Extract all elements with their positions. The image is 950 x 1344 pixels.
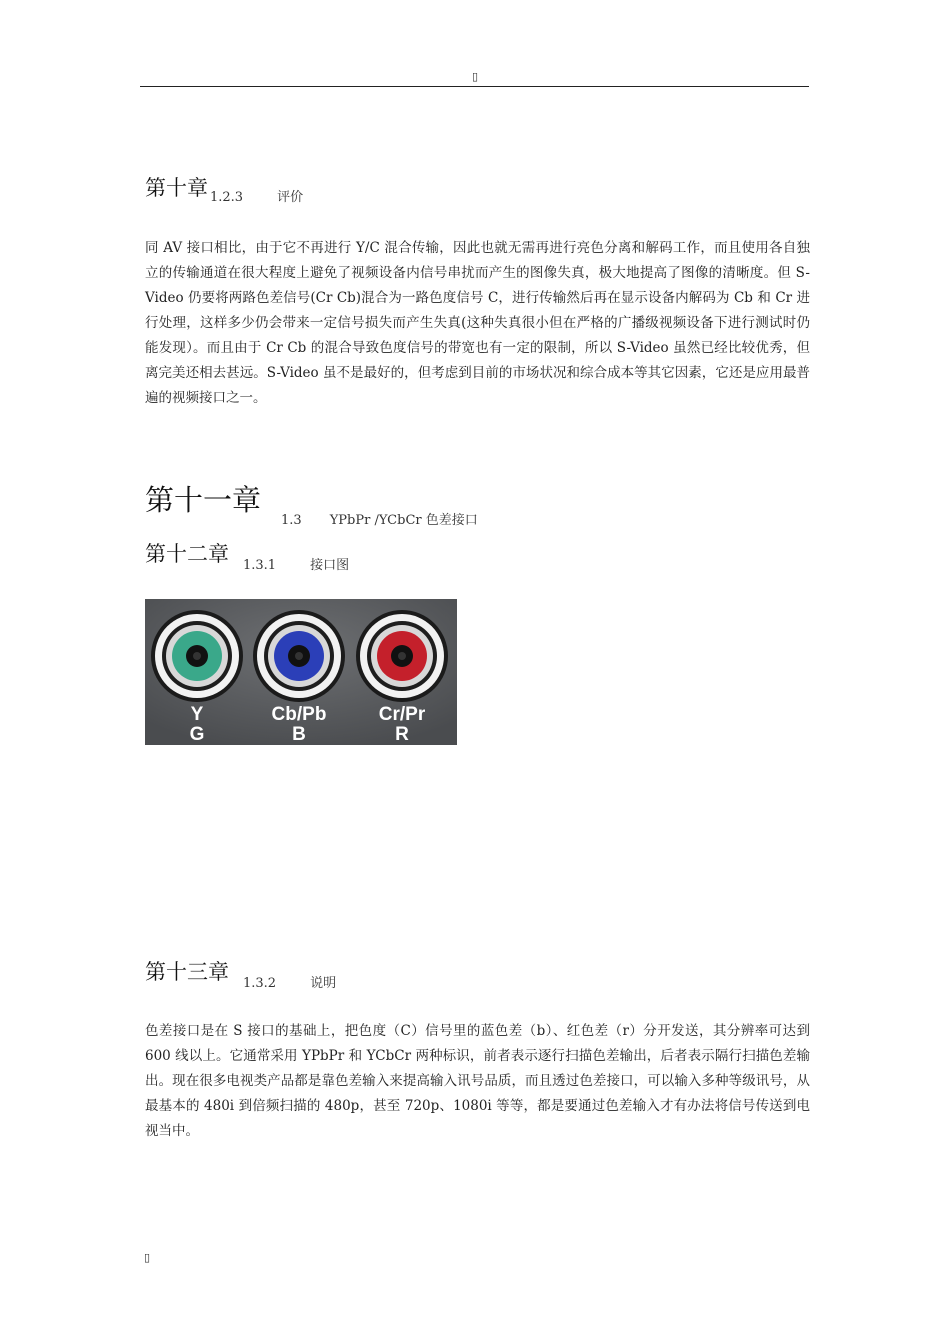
section-number: 1.3.1 — [243, 558, 277, 573]
connector-label-bottom: R — [395, 724, 409, 745]
section-title: 说明 — [310, 976, 337, 991]
connector-y — [151, 610, 243, 702]
header-mark: ▯ — [471, 70, 479, 83]
section-number: 1.3 — [281, 513, 302, 528]
chapter-label: 第十一章 — [145, 483, 262, 517]
chapter-label: 第十章 — [145, 176, 208, 200]
section-heading-diagram — [145, 538, 350, 573]
component-connectors-image — [145, 599, 457, 745]
paragraph-description: 色差接口是在 S 接口的基础上，把色度（C）信号里的蓝色差（b）、红色差（r）分开发送，其分辨率可达到 600 线以上。它通常采用 YPbPr 和 YCbCr 两种标识，前者表示逐行扫描色差输出，后者表示隔行扫描色差输出。现在很多电视类产品都是靠色差输入来提高输入讯号品质，而且透过色差接口，可以输入多种等级讯号，从最基本的 480i 到倍频扫描的 480p，甚至 720p、1080i 等等，都是要通过色差输入才有办法将信号传送到电视当中。 — [145, 1023, 810, 1139]
section-title: 接口图 — [310, 558, 350, 573]
section-heading-description — [145, 956, 337, 991]
connector-label-top: Y — [190, 704, 204, 725]
connector-label-bottom: G — [189, 724, 205, 745]
connector-label-bottom: B — [292, 724, 306, 745]
section-title: 评价 — [277, 190, 304, 205]
chapter-label: 第十三章 — [145, 960, 229, 984]
chapter-label: 第十二章 — [145, 542, 229, 566]
connector-cb-pb — [253, 610, 345, 702]
header-rule — [140, 86, 809, 87]
paragraph-evaluation: 同 AV 接口相比，由于它不再进行 Y/C 混合传输，因此也就无需再进行亮色分离和解码工作，而且使用各自独立的传输通道在很大程度上避免了视频设备内信号串扰而产生的图像失真，极大地提高了图像的清晰度。但 S-Video 仍要将两路色差信号(Cr Cb)混合为一路色度信号 C，进行传输然后再在显示设备内解码为 Cb 和 Cr 进行处理，这样多少仍会带来一定信号损失而产生失真(这种失真很小但在严格的广播级视频设备下进行测试时仍能发现）。而且由于 Cr Cb 的混合导致色度信号的带宽也有一定的限制，所以 S-Video 虽然已经比较优秀，但离完美还相去甚远。S-Video 虽不是最好的，但考虑到目前的市场状况和综合成本等其它因素，它还是应用最普遍的视频接口之一。 — [145, 240, 810, 406]
section-heading-component — [145, 478, 478, 528]
section-heading-evaluation — [145, 172, 304, 205]
section-number: 1.2.3 — [210, 190, 244, 205]
connector-cr-pr — [356, 610, 448, 702]
section-number: 1.3.2 — [243, 976, 277, 991]
connector-label-top: Cb/Pb — [271, 704, 327, 725]
section-title: YPbPr /YCbCr 色差接口 — [329, 513, 478, 528]
footer-mark: ▯ — [144, 1251, 151, 1264]
connector-label-top: Cr/Pr — [378, 704, 426, 725]
